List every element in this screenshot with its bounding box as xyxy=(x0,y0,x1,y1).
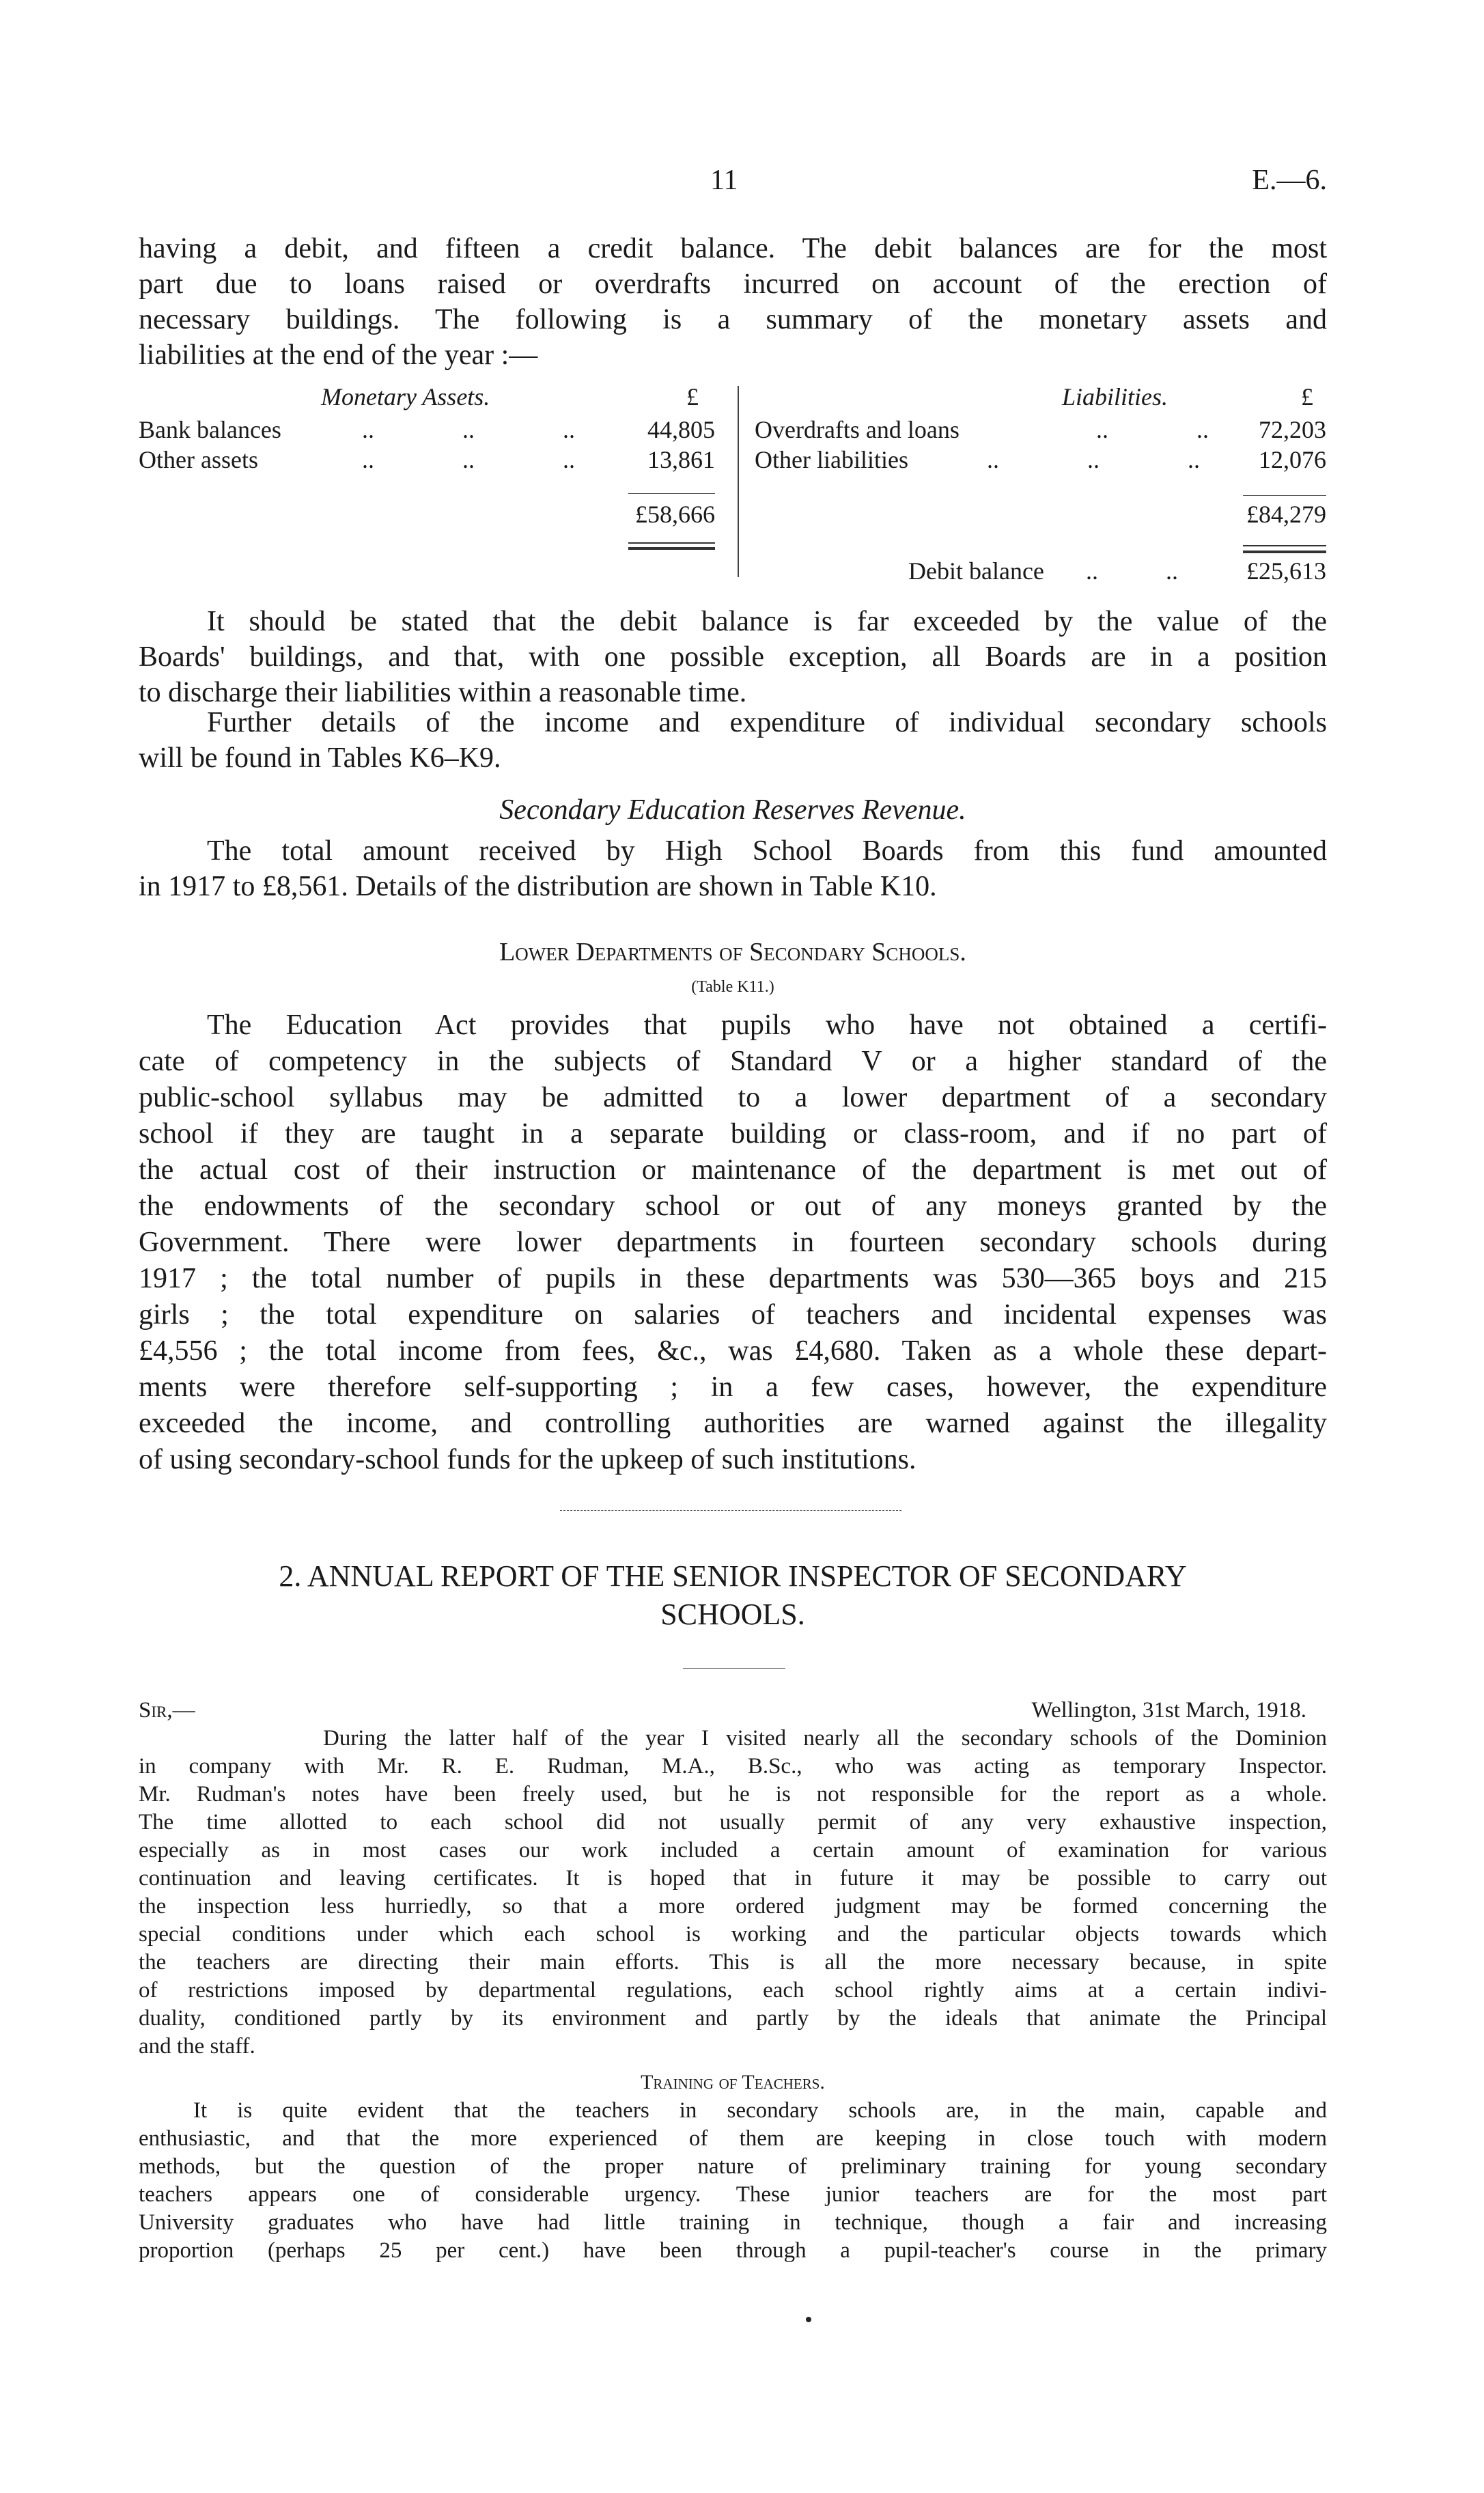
text-line: liabilities at the end of the year :— xyxy=(139,339,538,371)
place-and-date: Wellington, 31st March, 1918. xyxy=(1031,1698,1306,1723)
asset-value: 13,861 xyxy=(647,446,715,473)
salutation: Sir,— xyxy=(139,1698,195,1723)
text-line: ments were therefore self-supporting ; in a few cases, however, the expenditure xyxy=(139,1371,1327,1403)
page-number: 11 xyxy=(710,165,738,196)
total-double-rule xyxy=(628,547,715,550)
text-line: It should be stated that the debit balance is far exceeded by the value of the xyxy=(207,606,1327,637)
liabilities-currency: £ xyxy=(1301,383,1313,410)
assets-currency: £ xyxy=(686,383,699,410)
text-line: public-school syllabus may be admitted to a lower department of a secondary xyxy=(139,1082,1327,1113)
liability-label: Other liabilities xyxy=(755,446,908,473)
text-line: girls ; the total expenditure on salaries of teachers and incidental expenses was xyxy=(139,1299,1327,1331)
text-line: 1917 ; the total number of pupils in these departments was 530—365 boys and 215 xyxy=(139,1263,1327,1294)
total-double-rule xyxy=(628,542,715,544)
text-line: methods, but the question of the proper nature of preliminary training for young secondary xyxy=(139,2154,1327,2179)
text-line: cate of competency in the subjects of Standard V or a higher standard of the xyxy=(139,1046,1327,1077)
document-reference: E.—6. xyxy=(1252,165,1327,196)
text-line: duality, conditioned partly by its environment and partly by the ideals that animate the Principal xyxy=(139,2006,1327,2031)
liability-label: Overdrafts and loans xyxy=(755,416,960,443)
text-line: in company with Mr. R. E. Rudman, M.A., B.Sc., who was acting as temporary Inspector. xyxy=(139,1754,1327,1779)
text-line: necessary buildings. The following is a summary of the monetary assets and xyxy=(139,304,1327,335)
total-double-rule xyxy=(1243,545,1326,546)
assets-total: £58,666 xyxy=(635,501,715,528)
text-line: having a debit, and fifteen a credit balance. The debit balances are for the most xyxy=(139,233,1327,264)
text-line: the endowments of the secondary school or out of any moneys granted by the xyxy=(139,1190,1327,1222)
text-line: During the latter half of the year I visited nearly all the secondary schools of the Dominion xyxy=(323,1726,1327,1751)
text-line: exceeded the income, and controlling authorities are warned against the illegality xyxy=(139,1408,1327,1439)
leader-dots: .. .. xyxy=(1096,416,1209,443)
report-title xyxy=(139,1557,1327,1634)
liability-value: 12,076 xyxy=(1259,446,1326,473)
text-line: The Education Act provides that pupils who have not obtained a certifi- xyxy=(207,1009,1327,1041)
paragraph-training xyxy=(139,2097,1327,2265)
asset-label: Other assets xyxy=(139,446,258,473)
asset-value: 44,805 xyxy=(647,416,715,443)
leader-dots: .. .. xyxy=(1086,557,1178,585)
paragraph-letter xyxy=(139,1725,1327,2061)
leader-dots: .. .. .. xyxy=(987,446,1200,473)
text-line: Boards' buildings, and that, with one possible exception, all Boards are in a position xyxy=(139,641,1327,673)
reserves-heading: Secondary Education Reserves Revenue. xyxy=(499,794,966,826)
text-line: the teachers are directing their main efforts. This is all the more necessary because, in spite xyxy=(139,1950,1327,1975)
paragraph-intro xyxy=(139,231,1327,373)
text-line: of using secondary-school funds for the upkeep of such institutions. xyxy=(139,1444,916,1475)
text-line: in 1917 to £8,561. Details of the distribution are shown in Table K10. xyxy=(139,871,937,902)
leader-dots: .. .. .. xyxy=(362,416,575,443)
text-line: University graduates who have had little training in technique, though a fair and increasing xyxy=(139,2210,1327,2235)
subtotal-rule xyxy=(628,493,715,494)
text-line: Government. There were lower departments in fourteen secondary schools during xyxy=(139,1227,1327,1258)
text-line: the inspection less hurriedly, so that a more ordered judgment may be formed concerning the xyxy=(139,1894,1327,1919)
training-heading: Training of Teachers. xyxy=(641,2071,825,2093)
title-rule xyxy=(683,1668,785,1669)
leader-dots: .. .. .. xyxy=(362,446,575,473)
asset-label: Bank balances xyxy=(139,416,281,443)
total-double-rule xyxy=(1243,551,1326,553)
debit-balance-label: Debit balance xyxy=(908,557,1044,585)
subtotal-rule xyxy=(1243,495,1326,496)
text-line: £4,556 ; the total income from fees, &c., was £4,680. Taken as a whole these depart- xyxy=(139,1335,1327,1367)
text-line: the actual cost of their instruction or maintenance of the department is met out of xyxy=(139,1154,1327,1186)
lower-departments-subheading: (Table K11.) xyxy=(691,978,774,996)
page-mark xyxy=(806,2317,811,2322)
paragraph-further xyxy=(139,705,1327,776)
text-line: and the staff. xyxy=(139,2034,255,2059)
text-line: Mr. Rudman's notes have been freely used, but he is not responsible for the report as a whole. xyxy=(139,1782,1327,1807)
liabilities-total: £84,279 xyxy=(1246,501,1326,528)
text-line: special conditions under which each school is working and the particular objects towards which xyxy=(139,1922,1327,1947)
text-line: The total amount received by High School Boards from this fund amounted xyxy=(207,835,1327,867)
text-line: proportion (perhaps 25 per cent.) have been through a pupil-teacher's course in the primary xyxy=(139,2238,1327,2263)
report-title-line: SCHOOLS. xyxy=(660,1598,805,1631)
lower-departments-heading: Lower Departments of Secondary Schools. xyxy=(499,938,966,966)
text-line: The time allotted to each school did not usually permit of any very exhaustive inspection, xyxy=(139,1810,1327,1835)
text-line: will be found in Tables K6–K9. xyxy=(139,742,501,774)
liabilities-heading: Liabilities. xyxy=(1062,383,1168,410)
text-line: teachers appears one of considerable urgency. These junior teachers are for the most part xyxy=(139,2182,1327,2207)
assets-heading: Monetary Assets. xyxy=(321,383,490,410)
text-line: Further details of the income and expenditure of individual secondary schools xyxy=(207,707,1327,738)
table-divider xyxy=(738,386,739,577)
section-divider xyxy=(560,1510,901,1511)
text-line: school if they are taught in a separate building or class-room, and if no part of xyxy=(139,1118,1327,1150)
paragraph-reserves xyxy=(139,833,1327,904)
paragraph-debit xyxy=(139,604,1327,710)
text-line: It is quite evident that the teachers in secondary schools are, in the main, capable and xyxy=(193,2098,1327,2123)
text-line: especially as in most cases our work included a certain amount of examination for various xyxy=(139,1838,1327,1863)
liability-value: 72,203 xyxy=(1259,416,1326,443)
text-line: part due to loans raised or overdrafts incurred on account of the erection of xyxy=(139,268,1327,300)
text-line: continuation and leaving certificates. It is hoped that in future it may be possible to carry out xyxy=(139,1866,1327,1891)
paragraph-lower-departments xyxy=(139,1007,1327,1478)
text-line: enthusiastic, and that the more experienced of them are keeping in close touch with modern xyxy=(139,2126,1327,2151)
report-title-line: 2. ANNUAL REPORT OF THE SENIOR INSPECTOR OF SECONDARY xyxy=(279,1559,1187,1593)
text-line: to discharge their liabilities within a reasonable time. xyxy=(139,677,747,708)
debit-balance-value: £25,613 xyxy=(1246,557,1326,585)
text-line: of restrictions imposed by departmental regulations, each school rightly aims at a certain indivi- xyxy=(139,1978,1327,2003)
